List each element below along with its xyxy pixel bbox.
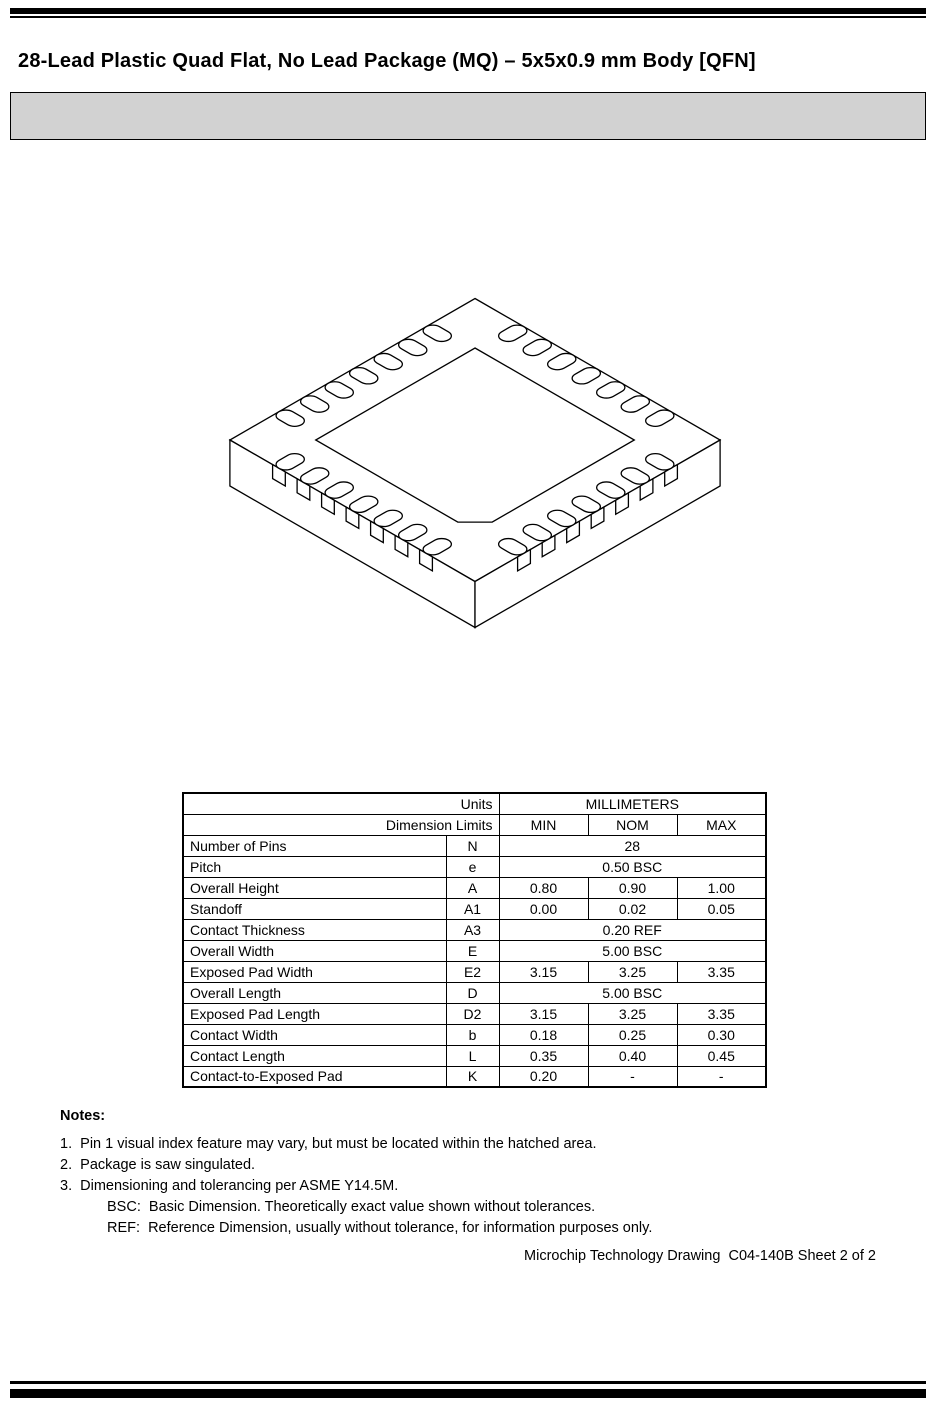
note-definition: BSC: Basic Dimension. Theoretically exact value shown without tolerances. [107,1199,596,1215]
dimension-span-value-cell: 5.00 BSC [499,940,766,961]
dimension-max-cell: 0.05 [677,898,766,919]
dimension-symbol-cell: D2 [446,1003,499,1024]
dimension-row [183,1003,766,1024]
note-item: 3. Dimensioning and tolerancing per ASME Y14.5M. [60,1178,399,1194]
dimension-row [183,835,766,856]
note-item: 1. Pin 1 visual index feature may vary, but must be located within the hatched area. [60,1136,597,1152]
dimension-row [183,982,766,1003]
note-box [10,92,926,140]
dimension-span-value-cell: 0.50 BSC [499,856,766,877]
dimension-row [183,961,766,982]
dimension-min-cell: 0.18 [499,1024,588,1045]
drawing-number: Microchip Technology Drawing C04-140B Sheet 2 of 2 [524,1248,876,1264]
dimension-row [183,940,766,961]
dimension-span-value-cell: 5.00 BSC [499,982,766,1003]
page-title: 28-Lead Plastic Quad Flat, No Lead Package (MQ) – 5x5x0.9 mm Body [QFN] [18,50,756,72]
limits-label-cell: Dimension Limits [183,814,499,835]
dimension-row [183,856,766,877]
dimension-row [183,919,766,940]
dimension-symbol-cell: N [446,835,499,856]
dimension-max-cell: 0.45 [677,1045,766,1066]
dimension-name-cell: Pitch [183,856,446,877]
dimension-symbol-cell: D [446,982,499,1003]
dimension-name-cell: Overall Width [183,940,446,961]
note-item: 2. Package is saw singulated. [60,1157,256,1173]
dimension-row [183,1024,766,1045]
dimension-min-cell: 0.00 [499,898,588,919]
dimension-symbol-cell: A3 [446,919,499,940]
units-header-row [183,793,766,814]
dimension-max-cell: 3.35 [677,961,766,982]
dimension-symbol-cell: A [446,877,499,898]
dimension-nom-cell: - [588,1066,677,1087]
units-label-cell: Units [183,793,499,814]
dimension-name-cell: Number of Pins [183,835,446,856]
dimension-max-cell: 0.30 [677,1024,766,1045]
dimension-nom-cell: 0.02 [588,898,677,919]
top-rule-thin [10,16,926,18]
dimension-symbol-cell: E [446,940,499,961]
dimension-nom-cell: 3.25 [588,1003,677,1024]
max-header-cell: MAX [677,814,766,835]
qfn-isometric-drawing [0,280,936,670]
notes-section [60,1106,652,1239]
dimension-name-cell: Overall Height [183,877,446,898]
dimension-max-cell: 1.00 [677,877,766,898]
notes-list [60,1134,652,1239]
dimension-nom-cell: 0.25 [588,1024,677,1045]
dimension-nom-cell: 3.25 [588,961,677,982]
dimension-max-cell: - [677,1066,766,1087]
dimension-table [182,792,767,1088]
dimension-symbol-cell: b [446,1024,499,1045]
dimension-symbol-cell: K [446,1066,499,1087]
bottom-rule-thin [10,1381,926,1384]
dimension-nom-cell: 0.90 [588,877,677,898]
dimension-symbol-cell: E2 [446,961,499,982]
dimension-symbol-cell: e [446,856,499,877]
top-rule-thick [10,8,926,14]
dimension-span-value-cell: 0.20 REF [499,919,766,940]
dimension-row [183,877,766,898]
dimension-name-cell: Contact Thickness [183,919,446,940]
dimension-name-cell: Contact-to-Exposed Pad [183,1066,446,1087]
dimension-max-cell: 3.35 [677,1003,766,1024]
min-header-cell: MIN [499,814,588,835]
nom-header-cell: NOM [588,814,677,835]
units-value-cell: MILLIMETERS [499,793,766,814]
dimension-name-cell: Overall Length [183,982,446,1003]
dimension-row [183,898,766,919]
dimension-row [183,1066,766,1087]
bottom-rule-thick [10,1389,926,1398]
dimension-nom-cell: 0.40 [588,1045,677,1066]
dimension-symbol-cell: A1 [446,898,499,919]
dimension-name-cell: Standoff [183,898,446,919]
dimension-min-cell: 3.15 [499,961,588,982]
note-definition: REF: Reference Dimension, usually without tolerance, for information purposes only. [107,1220,653,1236]
notes-heading: Notes: [60,1108,106,1124]
dimension-min-cell: 3.15 [499,1003,588,1024]
dimension-min-cell: 0.80 [499,877,588,898]
dimension-span-value-cell: 28 [499,835,766,856]
dimension-min-cell: 0.20 [499,1066,588,1087]
dimension-min-cell: 0.35 [499,1045,588,1066]
limits-header-row [183,814,766,835]
dimension-name-cell: Exposed Pad Width [183,961,446,982]
dimension-name-cell: Contact Length [183,1045,446,1066]
dimension-name-cell: Exposed Pad Length [183,1003,446,1024]
dimension-symbol-cell: L [446,1045,499,1066]
dimension-name-cell: Contact Width [183,1024,446,1045]
dimension-row [183,1045,766,1066]
